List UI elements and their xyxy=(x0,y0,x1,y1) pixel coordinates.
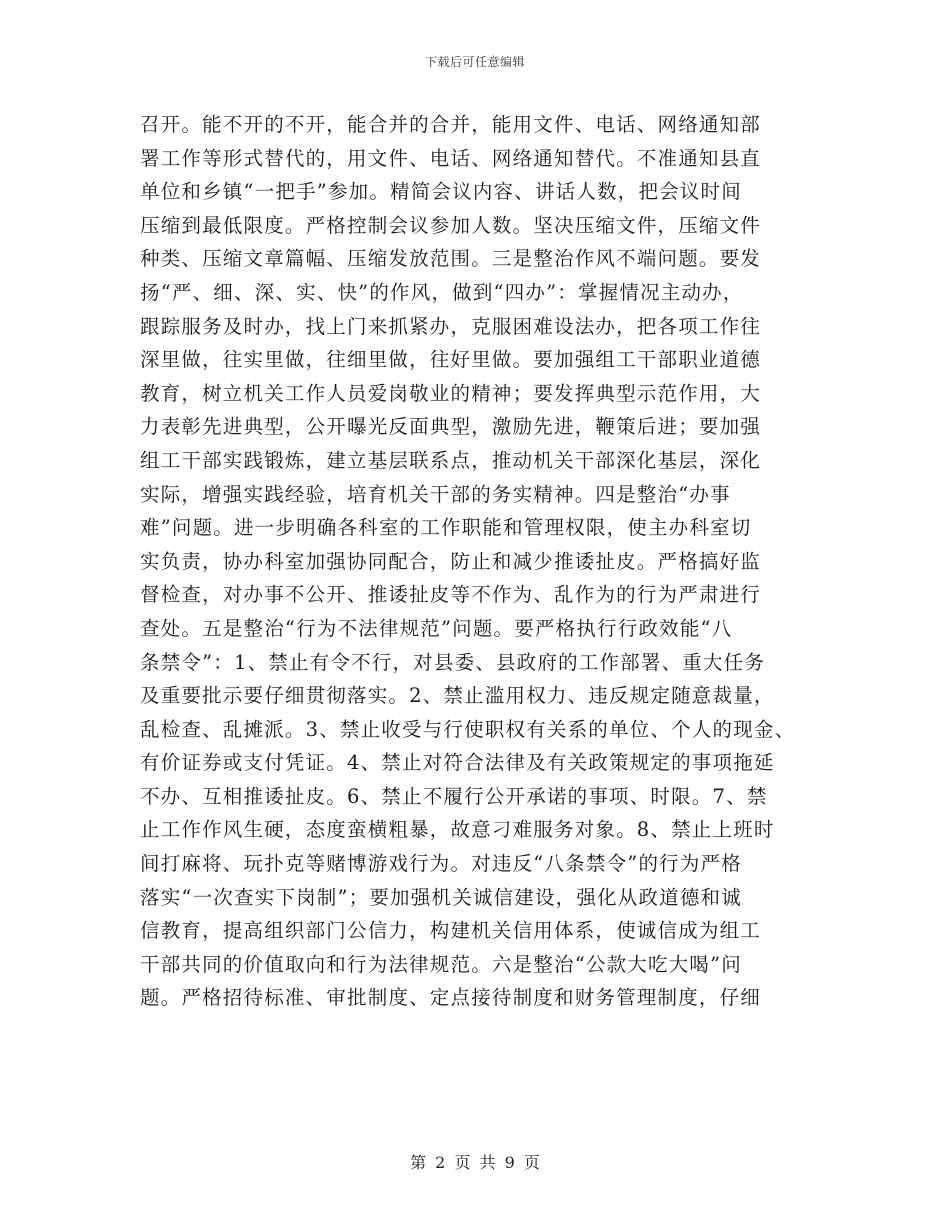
text-line: 不办、互相推诿扯皮。6、禁止不履行公开承诺的事项、时限。7、禁 xyxy=(140,784,768,808)
text-line: 难”问题。进一步明确各科室的工作职能和管理权限，使主办科室切 xyxy=(140,516,752,540)
body-text xyxy=(140,108,830,1015)
page-header: 下载后可任意编辑 xyxy=(424,55,525,69)
text-line: 压缩到最低限度。严格控制会议参加人数。坚决压缩文件，压缩文件 xyxy=(140,213,762,237)
text-line: 信教育，提高组织部门公信力，构建机关信用体系，使诚信成为组工 xyxy=(140,919,762,943)
text-line: 实负责，协办科室加强协同配合，防止和减少推诿扯皮。严格搞好监 xyxy=(140,549,762,573)
text-line: 间打麻将、玩扑克等赌博游戏行为。对违反“八条禁令”的行为严格 xyxy=(140,852,742,876)
text-line: 教育，树立机关工作人员爱岗敬业的精神；要发挥典型示范作用，大 xyxy=(140,381,762,405)
text-line: 题。严格招待标准、审批制度、定点接待制度和财务管理制度，仔细 xyxy=(140,986,762,1010)
text-line: 实际，增强实践经验，培育机关干部的务实精神。四是整治“办事 xyxy=(140,482,731,506)
text-line: 召开。能不开的不开，能合并的合并，能用文件、电话、网络通知部 xyxy=(140,113,762,136)
text-line: 单位和乡镇“一把手”参加。精简会议内容、讲话人数，把会议时间 xyxy=(140,180,742,204)
text-line: 干部共同的价值取向和行为法律规范。六是整治“公款大吃大喝”问 xyxy=(140,952,742,976)
text-line: 深里做，往实里做，往细里做，往好里做。要加强组工干部职业道德 xyxy=(140,348,762,372)
text-line: 落实“一次查实下岗制”；要加强机关诚信建设，强化从政道德和诚 xyxy=(140,885,742,909)
text-line: 条禁令”：1、禁止有令不行，对县委、县政府的工作部署、重大任务 xyxy=(140,650,766,674)
text-line: 力表彰先进典型，公开曝光反面典型，激励先进，鞭策后进；要加强 xyxy=(140,415,762,439)
text-line: 署工作等形式替代的，用文件、电话、网络通知替代。不准通知县直 xyxy=(140,146,762,170)
text-line: 种类、压缩文章篇幅、压缩发放范围。三是整治作风不端问题。要发 xyxy=(140,247,762,271)
text-line: 有价证券或支付凭证。4、禁止对符合法律及有关政策规定的事项拖延 xyxy=(140,751,775,775)
text-line: 组工干部实践锻炼，建立基层联系点，推动机关干部深化基层，深化 xyxy=(140,448,762,472)
text-line: 跟踪服务及时办，找上门来抓紧办，克服困难设法办，把各项工作往 xyxy=(140,314,762,338)
page-footer: 第 2 页 共 9 页 xyxy=(410,1153,540,1172)
text-line: 查处。五是整治“行为不法律规范”问题。要严格执行行政效能“八 xyxy=(140,616,733,640)
text-line: 督检查，对办事不公开、推诿扯皮等不作为、乱作为的行为严肃进行 xyxy=(140,583,762,607)
text-line: 止工作作风生硬，态度蛮横粗暴，故意刁难服务对象。8、禁止上班时 xyxy=(140,818,775,842)
text-line: 及重要批示要仔细贯彻落实。2、禁止滥用权力、违反规定随意裁量， xyxy=(140,684,775,708)
text-line: 扬“严、细、深、实、快”的作风，做到“四办”：掌握情况主动办， xyxy=(140,280,744,304)
text-line: 乱检查、乱摊派。3、禁止收受与行使职权有关系的单位、个人的现金、 xyxy=(140,717,796,741)
